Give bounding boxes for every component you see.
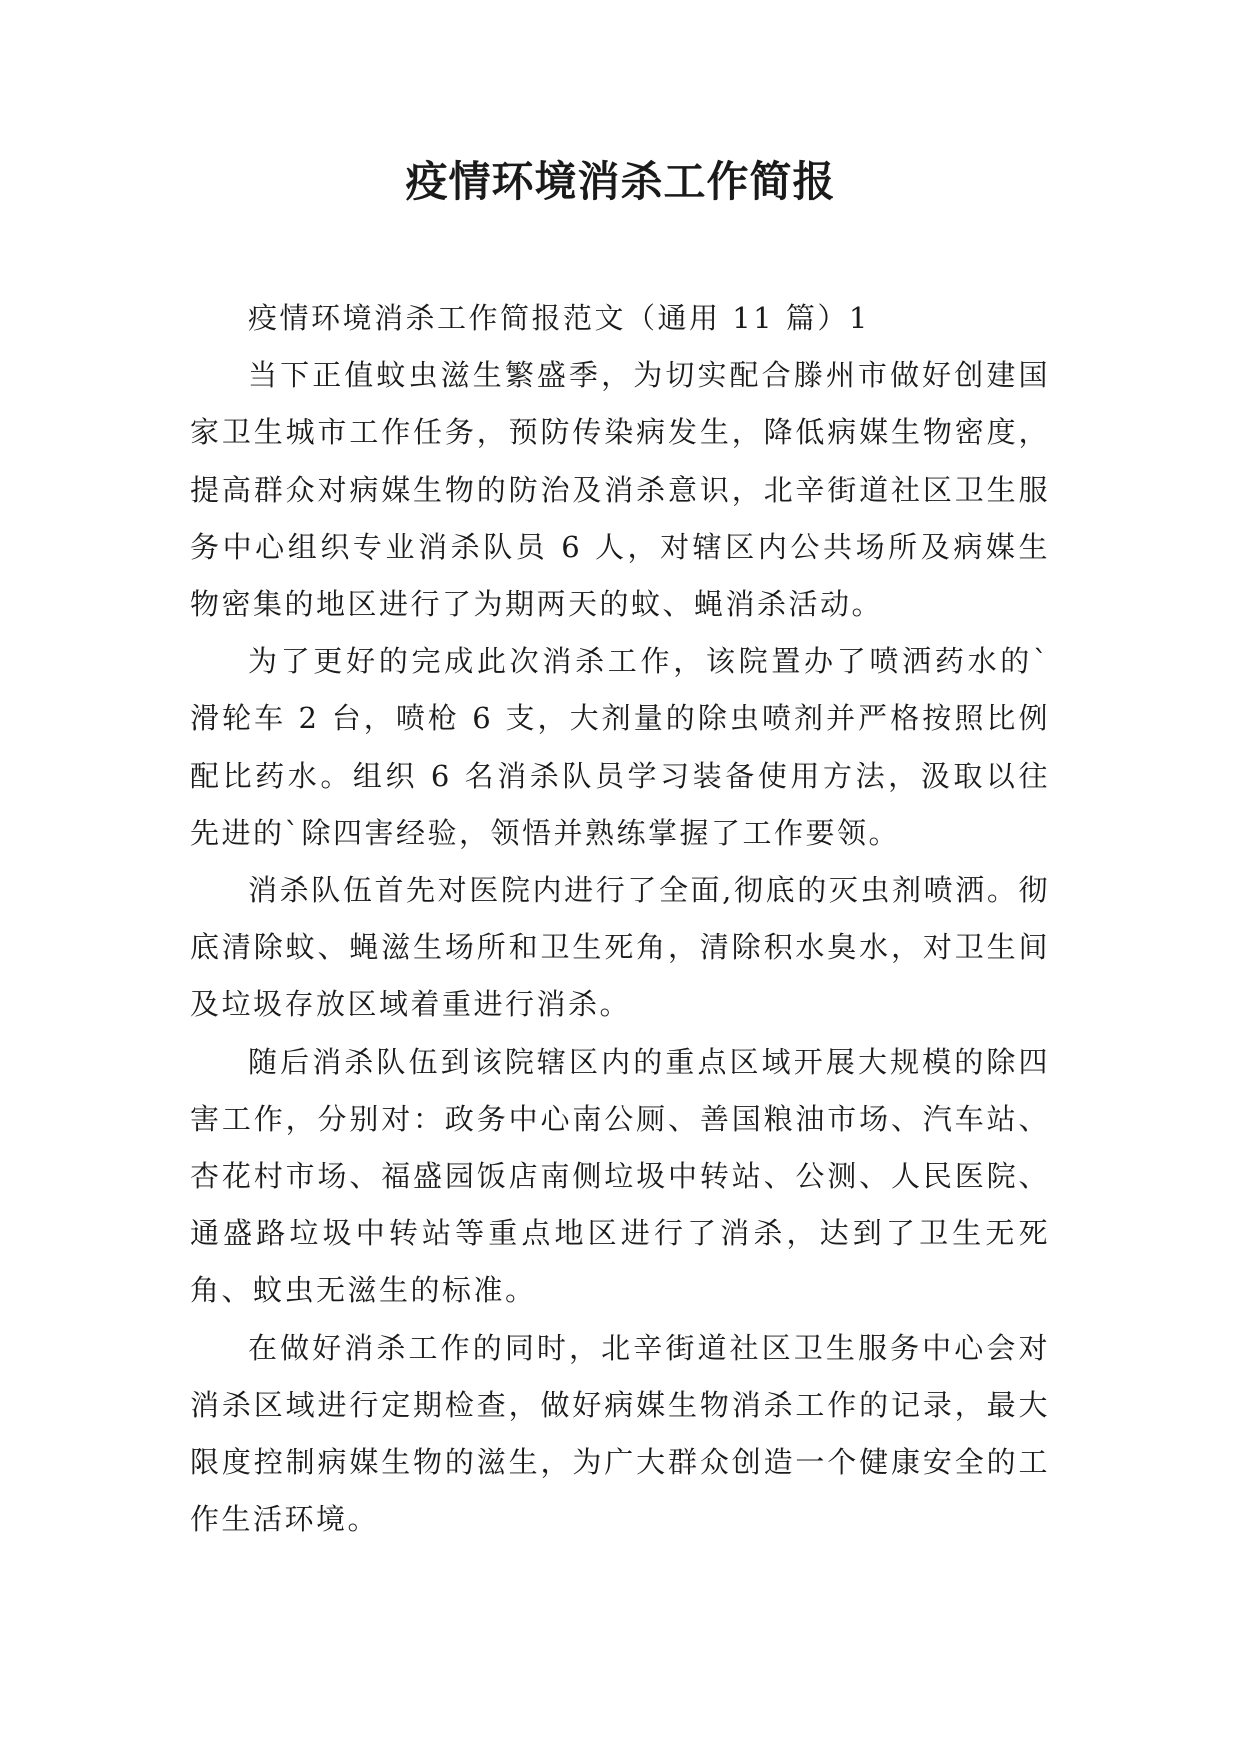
paragraph-2: 为了更好的完成此次消杀工作，该院置办了喷洒药水的`滑轮车 2 台，喷枪 6 支，大剂量的除虫喷剂并严格按照比例配比药水。组织 6 名消杀队员学习装备使用方法，汲取以往先进的`除四害经验，领悟并熟练掌握了工作要领。 [190, 644, 1050, 850]
paragraph-5: 在做好消杀工作的同时，北辛街道社区卫生服务中心会对消杀区域进行定期检查，做好病媒生物消杀工作的记录，最大限度控制病媒生物的滋生，为广大群众创造一个健康安全的工作生活环境。 [190, 1330, 1050, 1537]
paragraph-4: 随后消杀队伍到该院辖区内的重点区域开展大规模的除四害工作，分别对：政务中心南公厕、善国粮油市场、汽车站、杏花村市场、福盛园饭店南侧垃圾中转站、公测、人民医院、通盛路垃圾中转站等重点地区进行了消杀，达到了卫生无死角、蚊虫无滋生的标准。 [190, 1044, 1050, 1308]
document-title: 疫情环境消杀工作简报 [405, 157, 836, 206]
paragraph-1: 当下正值蚊虫滋生繁盛季，为切实配合滕州市做好创建国家卫生城市工作任务，预防传染病发生，降低病媒生物密度，提高群众对病媒生物的防治及消杀意识，北辛街道社区卫生服务中心组织专业消杀队员 6 人，对辖区内公共场所及病媒生物密集的地区进行了为期两天的蚊、蝇消杀活动。 [190, 358, 1050, 622]
paragraph-3: 消杀队伍首先对医院内进行了全面,彻底的灭虫剂喷洒。彻底清除蚊、蝇滋生场所和卫生死角，清除积水臭水，对卫生间及垃圾存放区域着重进行消杀。 [190, 873, 1050, 1022]
document-body [190, 290, 1050, 1548]
paragraph-subtitle: 疫情环境消杀工作简报范文（通用 11 篇）1 [248, 301, 870, 335]
